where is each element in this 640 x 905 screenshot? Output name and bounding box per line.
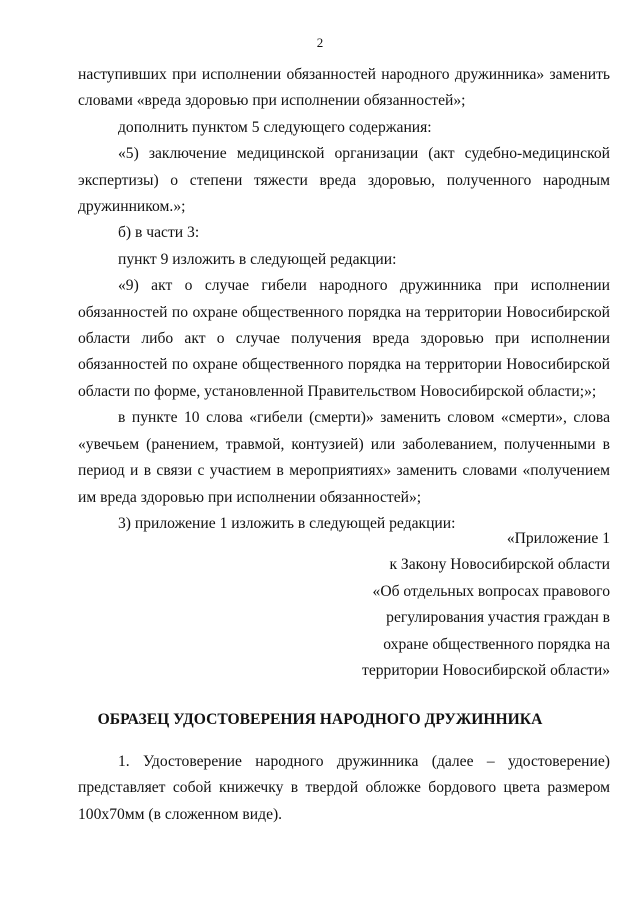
paragraph-item-9-text: «9) акт о случае гибели народного дружинника при исполнении обязанностей по охране общественного порядка на территории Новосибирской области либо акт о случае получения вреда здоровью при исполнении обязанностей по охране общественного порядка на территории Новосибирской области по форме, установленной Правительством Новосибирской области;»;: [78, 277, 610, 400]
appendix-line: территории Новосибирской области»: [362, 662, 610, 680]
appendix-line: к Закону Новосибирской области: [389, 556, 610, 574]
paragraph-item-9-intro: пункт 9 изложить в следующей редакции:: [118, 250, 397, 268]
page-number: 2: [316, 35, 324, 50]
paragraph-item-5-text: «5) заключение медицинской организации (акт судебно-медицинской экспертизы) о степени тяжести вреда здоровью, полученного народным дружинником.»;: [78, 145, 610, 216]
section-paragraph-1: 1. Удостоверение народного дружинника (далее – удостоверение) представляет собой книжечку в твердой обложке бордового цвета размером 100х70мм (в сложенном виде).: [78, 753, 610, 823]
paragraph-appendix-1-intro: 3) приложение 1 изложить в следующей редакции:: [118, 514, 456, 532]
appendix-line: регулирования участия граждан в: [386, 609, 610, 627]
section-body: [78, 749, 610, 828]
section-heading: ОБРАЗЕЦ УДОСТОВЕРЕНИЯ НАРОДНОГО ДРУЖИННИКА: [97, 711, 543, 728]
appendix-reference-block: [300, 526, 610, 684]
appendix-line: охране общественного порядка на: [383, 635, 610, 653]
paragraph-part-3: б) в части 3:: [118, 224, 200, 242]
amendment-text: [78, 62, 610, 537]
paragraph-add-item-5: дополнить пунктом 5 следующего содержания:: [118, 118, 432, 136]
appendix-line: «Приложение 1: [506, 530, 610, 547]
paragraph-item-10: в пункте 10 слова «гибели (смерти)» заменить словом «смерти», слова «увечьем (ранением, травмой, контузией) или заболеванием, полученными в период и в связи с участием в мероприятиях» заменить словами «получением им вреда здоровью при исполнении обязанностей»;: [78, 409, 610, 506]
appendix-line: «Об отдельных вопросах правового: [372, 582, 610, 600]
paragraph-continuation: наступивших при исполнении обязанностей народного дружинника» заменить словами «вреда здоровью при исполнении обязанностей»;: [78, 66, 610, 110]
